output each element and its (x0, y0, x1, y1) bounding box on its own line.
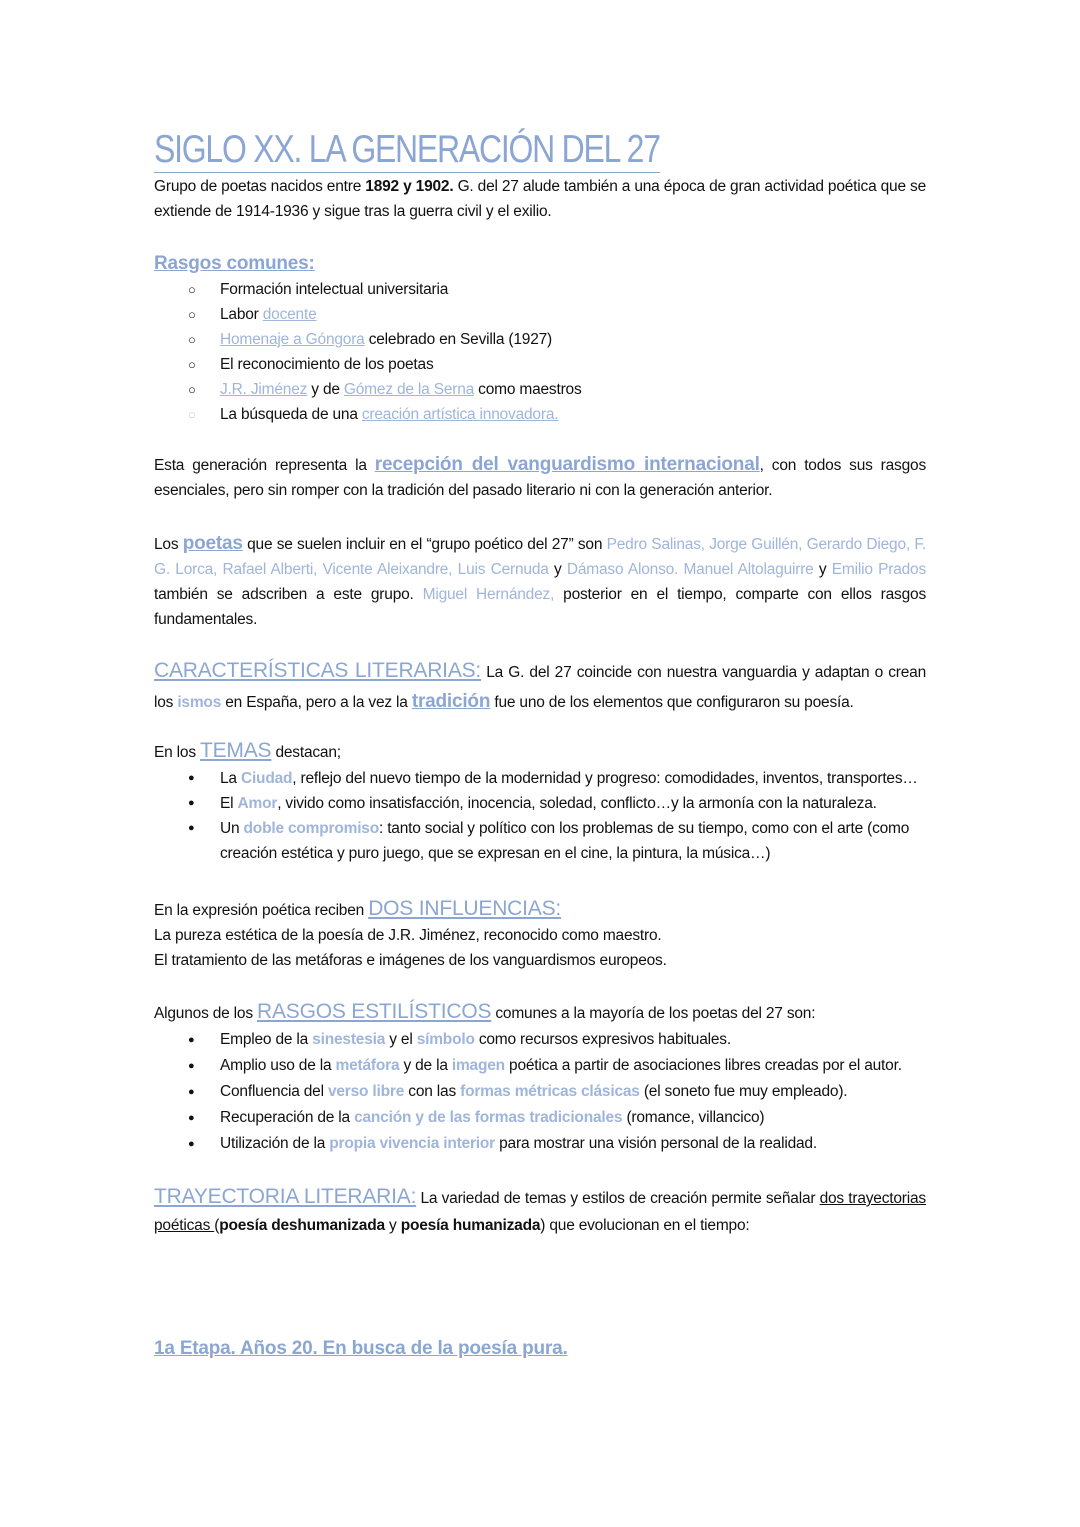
bullet-list (154, 277, 926, 427)
text-segment: sinestesia (312, 1031, 386, 1048)
text-segment: El (220, 795, 238, 812)
influencias-paragraph (154, 896, 926, 973)
text-segment: símbolo (416, 1031, 475, 1048)
circle-bullet-icon: ○ (188, 307, 196, 322)
intro-paragraph (154, 174, 926, 224)
text-segment: Formación intelectual universitaria (220, 281, 449, 298)
rasgos-comunes-heading (154, 251, 926, 277)
bullet-list (154, 1027, 926, 1157)
list-item (154, 352, 926, 377)
text-segment: destacan; (271, 744, 341, 761)
text-segment: Utilización de la (220, 1135, 330, 1152)
text-segment: comunes a la mayoría de los poetas del 27 son: (491, 1005, 816, 1022)
text-segment: Recuperación de la (220, 1109, 355, 1126)
text-segment: Algunos de los (154, 1005, 257, 1022)
heading-text: Rasgos comunes: (154, 253, 315, 274)
text-segment: canción y de las formas tradicionales (354, 1109, 623, 1126)
text-segment: En los (154, 744, 200, 761)
text-segment: fue uno de los elementos que configuraron su poesía. (490, 694, 854, 711)
text-segment: poesía humanizada (400, 1217, 541, 1234)
text-segment: que se suelen incluir en el “grupo poético del 27” son (242, 536, 607, 553)
heading-text: recepción del vanguardismo internacional (374, 454, 760, 475)
text-segment: celebrado en Sevilla (1927) (364, 331, 553, 348)
list-item (154, 402, 926, 427)
rasgos-estilisticos-intro (154, 999, 926, 1026)
heading-text: RASGOS ESTILÍSTICOS (257, 1000, 492, 1023)
disc-bullet-icon: ● (188, 1112, 195, 1124)
text-segment: , vivido como insatisfacción, inocencia, soledad, conflicto…y la armonía con la naturaleza. (277, 795, 877, 812)
rasgos-comunes-list (154, 277, 926, 427)
circle-bullet-icon: ○ (188, 332, 196, 347)
text-segment: Ciudad (240, 770, 293, 787)
circle-bullet-icon: ○ (188, 357, 196, 372)
text-segment: poesía deshumanizada (219, 1217, 385, 1234)
text-segment: formas métricas clásicas (460, 1083, 640, 1100)
text-segment: y de (307, 381, 344, 398)
title-wrap (154, 128, 926, 173)
disc-bullet-icon: ● (188, 1060, 195, 1072)
bullet-list (154, 766, 926, 866)
text-segment: Amor (237, 795, 278, 812)
text-segment: ismos (177, 694, 222, 711)
heading-text: CARACTERÍSTICAS LITERARIAS: (154, 659, 482, 682)
circle-bullet-icon: ○ (188, 407, 196, 422)
text-segment: Confluencia del (220, 1083, 328, 1100)
text-link[interactable]: Gómez de la Serna (343, 381, 475, 398)
temas-intro (154, 738, 926, 765)
list-item (154, 327, 926, 352)
heading-text: TRAYECTORIA LITERARIA: (154, 1185, 417, 1208)
list-item (154, 377, 926, 402)
text-segment: verso libre (327, 1083, 405, 1100)
text-segment: Amplio uso de la (220, 1057, 336, 1074)
text-segment: El tratamiento de las metáforas e imágenes de los vanguardismos europeos. (154, 952, 667, 969)
text-segment: La (220, 770, 241, 787)
text-segment: La pureza estética de la poesía de J.R. Jiménez, reconocido como maestro. (154, 927, 662, 944)
text-segment: Un (220, 820, 244, 837)
list-item (154, 816, 926, 866)
text-segment: doble compromiso (243, 820, 379, 837)
text-segment: y el (385, 1031, 417, 1048)
page-title: SIGLO XX. LA GENERACIÓN DEL 27 (154, 128, 660, 171)
text-segment: El reconocimiento de los poetas (220, 356, 434, 373)
disc-bullet-icon: ● (188, 1138, 195, 1150)
text-segment: G. del 27 alude también a una época de gran actividad poética que se extiende de 1914-1936 y sigue tras la guerra civil y el exilio. (154, 178, 926, 220)
text-segment: En la expresión poética reciben (154, 902, 369, 919)
text-segment: La variedad de temas y estilos de creación permite señalar (416, 1190, 820, 1207)
list-item (154, 302, 926, 327)
text-segment: (romance, villancico) (622, 1109, 765, 1126)
text-segment: : tanto social y político con los problemas de su tiempo, como con el arte (como creación estética y puro juego, que se expresan en el cine, la pintura, la música…) (220, 820, 910, 862)
circle-bullet-icon: ○ (188, 382, 196, 397)
disc-bullet-icon: ● (188, 772, 195, 784)
text-segment: dos trayectorias poéticas (154, 1190, 926, 1234)
text-segment: y de la (399, 1057, 452, 1074)
text-segment: Pedro Salinas, Jorge Guillén, Gerardo Diego, F. G. Lorca, Rafael Alberti, Vicente Aleixandre, Luis Cernuda (154, 536, 926, 578)
text-segment: posterior en el tiempo, comparte con ellos rasgos fundamentales. (154, 586, 926, 628)
disc-bullet-icon: ● (188, 1086, 195, 1098)
list-item (154, 277, 926, 302)
heading-text: poetas (182, 533, 243, 554)
vanguardismo-paragraph (154, 452, 926, 503)
text-segment: y (813, 561, 832, 578)
list-item (154, 1053, 926, 1079)
rasgos-estilisticos-list (154, 1027, 926, 1157)
disc-bullet-icon: ● (188, 822, 195, 834)
text-segment: , con todos sus rasgos esenciales, pero sin romper con la tradición del pasado literario ni con la generación anterior. (154, 457, 927, 499)
text-segment: Empleo de la (220, 1031, 313, 1048)
list-item (154, 766, 926, 791)
list-item (154, 1079, 926, 1105)
heading-text: TEMAS (200, 739, 272, 762)
disc-bullet-icon: ● (188, 797, 195, 809)
text-segment: La búsqueda de una (220, 406, 362, 423)
text-segment: también se adscriben a este grupo. (154, 586, 423, 603)
text-segment: Grupo de poetas nacidos entre (154, 178, 366, 195)
text-segment: y (384, 1217, 401, 1234)
text-segment: en España, pero a la vez la (221, 694, 412, 711)
text-segment: y (548, 561, 567, 578)
text-segment: como maestros (474, 381, 582, 398)
text-segment: poética a partir de asociaciones libres creadas por el autor. (504, 1057, 902, 1074)
text-segment: metáfora (335, 1057, 400, 1074)
text-segment: imagen (451, 1057, 505, 1074)
caracteristicas-paragraph (154, 656, 926, 717)
circle-bullet-icon: ○ (188, 282, 196, 297)
list-item (154, 791, 926, 816)
poetas-paragraph (154, 531, 926, 632)
list-item (154, 1027, 926, 1053)
text-segment: ( (214, 1217, 220, 1234)
text-segment: para mostrar una visión personal de la realidad. (495, 1135, 817, 1152)
text-segment: 1892 y 1902. (365, 178, 454, 195)
text-segment: como recursos expresivos habituales. (474, 1031, 731, 1048)
text-link[interactable]: J.R. Jiménez (220, 381, 308, 398)
text-segment: , reflejo del nuevo tiempo de la modernidad y progreso: comodidades, inventos, transportes… (292, 770, 918, 787)
text-segment: Los (154, 536, 183, 553)
text-segment: Miguel Hernández, (422, 586, 555, 603)
text-segment: Esta generación representa la (154, 457, 375, 474)
temas-list (154, 766, 926, 866)
text-link[interactable]: creación artística innovadora. (361, 406, 559, 423)
text-segment: Emilio Prados (831, 561, 927, 578)
heading-text: 1a Etapa. Años 20. En busca de la poesía pura. (154, 1338, 568, 1359)
text-segment: (el soneto fue muy empleado). (639, 1083, 848, 1100)
etapa-heading (154, 1336, 926, 1362)
text-segment: Labor (220, 306, 263, 323)
text-segment: con las (404, 1083, 461, 1100)
trayectoria-paragraph (154, 1183, 926, 1239)
text-link[interactable]: docente (262, 306, 317, 323)
heading-text: DOS INFLUENCIAS: (368, 897, 562, 920)
list-item (154, 1131, 926, 1157)
list-item (154, 1105, 926, 1131)
text-segment: La G. del 27 coincide con nuestra vanguardia y adaptan o crean los (154, 664, 926, 711)
text-segment: propia vivencia interior (329, 1135, 496, 1152)
text-segment: ) que evolucionan en el tiempo: (540, 1217, 750, 1234)
text-segment: Dámaso Alonso. Manuel Altolaguirre (566, 561, 814, 578)
disc-bullet-icon: ● (188, 1034, 195, 1046)
heading-text: tradición (411, 691, 491, 712)
text-link[interactable]: Homenaje a Góngora (220, 331, 365, 348)
